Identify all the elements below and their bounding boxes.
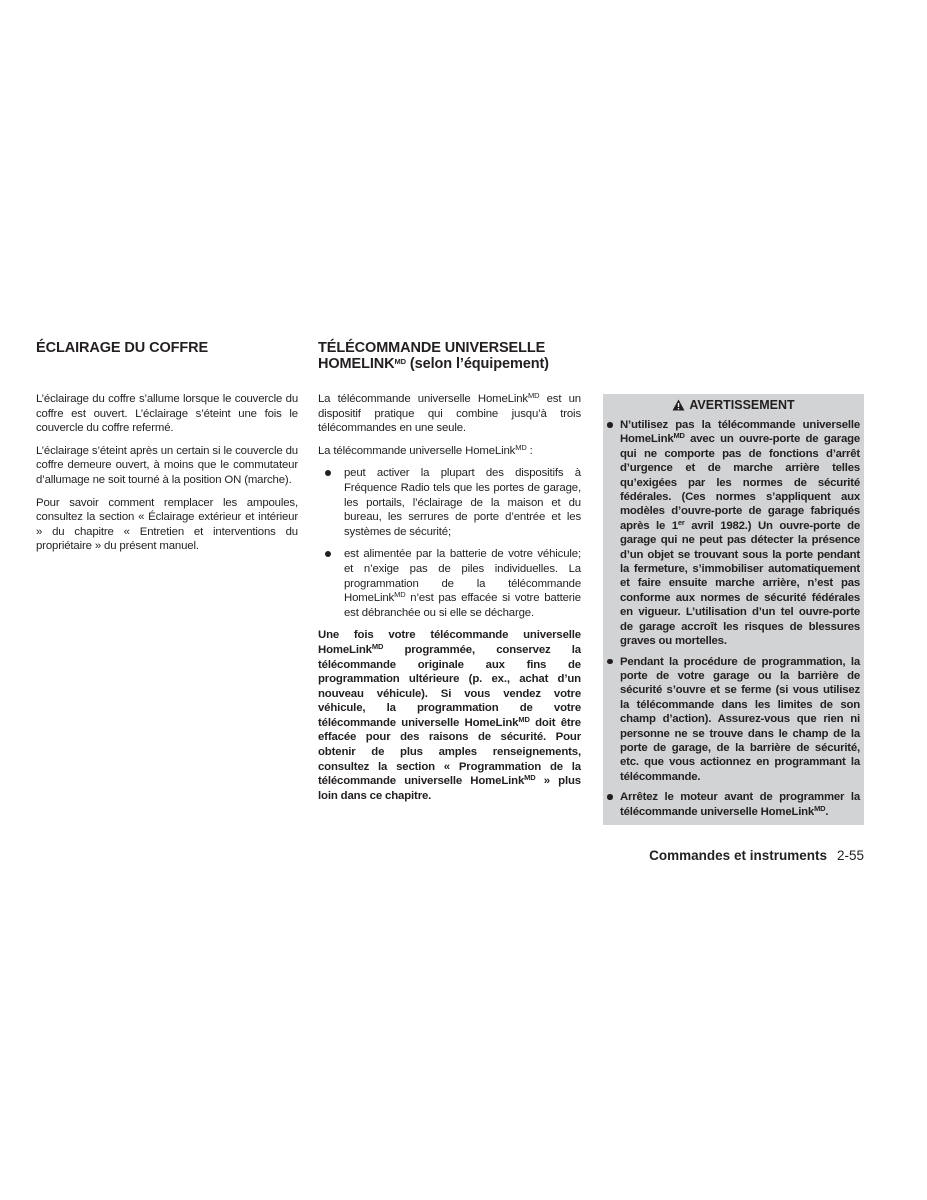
warning-item: Pendant la procédure de programmation, la porte de votre garage ou la barrière de sécurité s’ouvre et se ferme (si vous utilisez la télécommande dans les limites de son champ d’action). Assurez-vous que rien ni personne ne se trouve dans le champ de la porte de garage, de la barrière de sécurité, etc. que vous actionnez en programmant la télécommande. — [607, 655, 860, 785]
bullet-icon — [607, 422, 613, 428]
bullet-icon — [607, 659, 613, 665]
page-footer — [649, 848, 864, 863]
footer-section-title: Commandes et instruments — [649, 848, 827, 863]
bullet-icon — [325, 551, 331, 557]
right-column — [603, 394, 864, 825]
homelink-body — [318, 392, 581, 803]
list-item: peut activer la plupart des dispositifs à Fréquence Radio tels que les portes de garage, les portails, l’éclairage de la maison et du bureau, les serrures de porte d’entrée et les systèmes de sécurité; — [318, 466, 581, 539]
trunk-light-body — [36, 392, 298, 554]
bold-paragraph: Une fois votre télécommande universelle HomeLink$^{MD}$ programmée, conservez la télécommande originale aux fins de programmation ultérieure (p. ex., achat d’un nouveau véhicule). Si vous vendez votre véhicule, la programmation de votre télécommande universelle HomeLink$^{MD}$ doit être effacée pour des raisons de sécurité. Pour obtenir de plus amples renseignements, consultez la section « Programmation de la télécommande universelle HomeLink$^{MD}$ » plus loin dans ce chapitre. — [318, 629, 581, 802]
warning-header — [607, 396, 860, 414]
warning-item: Arrêtez le moteur avant de programmer la télécommande universelle HomeLink$^{MD}$. — [607, 790, 860, 819]
feature-list — [318, 466, 581, 620]
middle-column — [318, 340, 581, 811]
warning-triangle-icon — [672, 399, 685, 411]
left-column — [36, 340, 298, 562]
warning-title: AVERTISSEMENT — [689, 398, 795, 412]
warning-list — [607, 418, 860, 819]
paragraph: Pour savoir comment remplacer les ampoules, consultez la section « Éclairage extérieur et intérieur » du chapitre « Entretien et interventions du propriétaire » du présent manuel. — [36, 496, 298, 553]
section-heading-homelink: TÉLÉCOMMANDE UNIVERSELLE $HOMELINK^{MD}$ (selon l’équipement) — [318, 340, 549, 372]
paragraph: La télécommande universelle HomeLink$^{MD}$ : — [318, 442, 533, 457]
page-number: 2-55 — [836, 848, 864, 863]
warning-item: N’utilisez pas la télécommande universelle HomeLink$^{MD}$ avec un ouvre-porte de garage qui ne comporte pas de fonctions d’arrêt d’urgence et de marche arrière telles qu’exigées par les normes de sécurité fédérales. (Ces normes s’appliquent aux modèles d’ouvre-porte de garage fabriqués après le 1er avril 1982.) Un ouvre-porte de garage qui ne peut pas détecter la présence d’un objet se trouvant sous la porte pendant la fermeture, s’immobiliser automatiquement et faire ensuite marche arrière, n’est pas conforme aux normes de sécurité fédérales en vigueur. L’utilisation d’un tel ouvre-porte de garage accroît les risques de blessures graves ou mortelles. — [607, 418, 860, 649]
paragraph: L’éclairage s’éteint après un certain si le couvercle du coffre demeure ouvert, à moins que le commutateur d’allumage ne soit tourné à la position ON (marche). — [36, 444, 298, 486]
section-heading-trunk-light: ÉCLAIRAGE DU COFFRE — [36, 340, 209, 356]
warning-box — [603, 394, 864, 825]
paragraph: La télécommande universelle HomeLink$^{MD}$ est un dispositif pratique qui combine jusqu’à trois télécommandes en une seule. — [318, 391, 581, 435]
bullet-icon — [607, 794, 613, 800]
paragraph: L’éclairage du coffre s’allume lorsque le couvercle du coffre est ouvert. L’éclairage s’éteint une fois le couvercle du coffre refermé. — [36, 393, 298, 435]
list-item: est alimentée par la batterie de votre véhicule; et n’exige pas de piles individuelles. La programmation de la télécommande HomeLink$^{MD}$ n’est pas effacée si votre batterie est débranchée ou si elle se décharge. — [318, 547, 581, 620]
bullet-icon — [325, 470, 331, 476]
